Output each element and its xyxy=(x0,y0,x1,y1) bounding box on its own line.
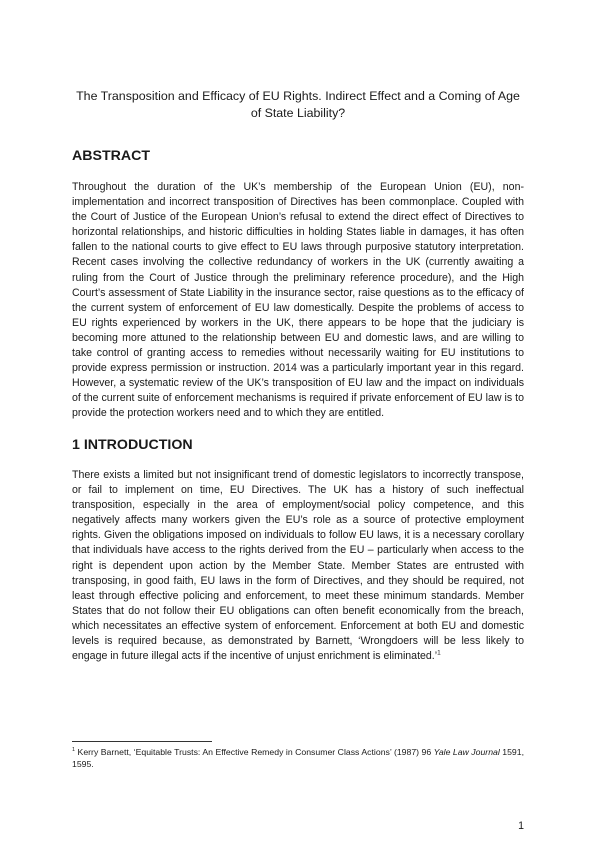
abstract-heading: ABSTRACT xyxy=(72,148,151,164)
page-number: 1 xyxy=(518,820,524,832)
footnote-journal: Yale Law Journal xyxy=(433,747,500,757)
footnote-text-after: 1591, 1595. xyxy=(72,747,525,770)
introduction-heading: 1 INTRODUCTION xyxy=(72,437,193,453)
paper-title: The Transposition and Efficacy of EU Rights. Indirect Effect and a Coming of Age of State Liability? xyxy=(76,89,520,120)
footnote-number: 1 xyxy=(72,747,76,754)
footnote-divider xyxy=(72,741,212,742)
introduction-text: There exists a limited but not insignificant trend of domestic legislators to incorrectly transpose, or fail to implement on time, EU Directives. The UK has a history of such ineffectual transposition, especially in the area of employment/social policy competence, and this negatively affects many workers given the EU’s role as a source of protective employment rights. Given the obligations imposed on individuals to follow EU laws, it is a necessary corollary that individuals have access to the rights derived from the EU – particularly when access to the right is dependent upon action by the Member State. Member States are entrusted with transposing, in good faith, EU laws in the form of Directives, and they should be required, not least through effective policing and enforcement, to meet these minimum standards. Member States that do not follow their EU obligations can often benefit economically from the breach, which necessitates an effective system of enforcement. Enforcement at both EU and domestic levels is required because, as demonstrated by Barnett, ‘Wrongdoers will be less likely to engage in future illegal acts if the incentive of unjust enrichment is eliminated.’ xyxy=(72,469,524,663)
footnote-text-before: Kerry Barnett, ‘Equitable Trusts: An Effective Remedy in Consumer Class Actions’ (1987) 96 xyxy=(75,747,434,757)
footnote xyxy=(72,746,524,771)
abstract-paragraph: Throughout the duration of the UK’s membership of the European Union (EU), non-implementation and incorrect transposition of Directives has been commonplace. Coupled with the Court of Justice of the European Union’s refusal to extend the direct effect of Directives to horizontal relationships, and historic difficulties in holding States liable in damages, it has often fallen to the national courts to give effect to EU laws through purposive statutory interpretation. Recent cases involving the collective redundancy of workers in the UK (currently awaiting a ruling from the Court of Justice through the preliminary reference procedure), and the High Court’s assessment of State Liability in the insurance sector, raise questions as to the efficacy of the current system of enforcement of EU law domestically. Despite the problems of access to EU rights experienced by workers in the UK, there appears to be hope that the judiciary is becoming more attuned to the relationship between EU and domestic laws, and are willing to take control of granting access to remedies without necessarily waiting for EU institutions to provide express permission or instruction. 2014 was a particularly important year in this regard. However, a systematic review of the UK’s transposition of EU law and the impact on individuals of the current suite of enforcement mechanisms is required if private enforcement of EU law is to provide the protection workers need and to which they are entitled. xyxy=(72,181,524,420)
footnote-reference[interactable]: 1 xyxy=(437,649,441,657)
introduction-paragraph xyxy=(72,468,524,664)
document-page xyxy=(72,0,524,842)
